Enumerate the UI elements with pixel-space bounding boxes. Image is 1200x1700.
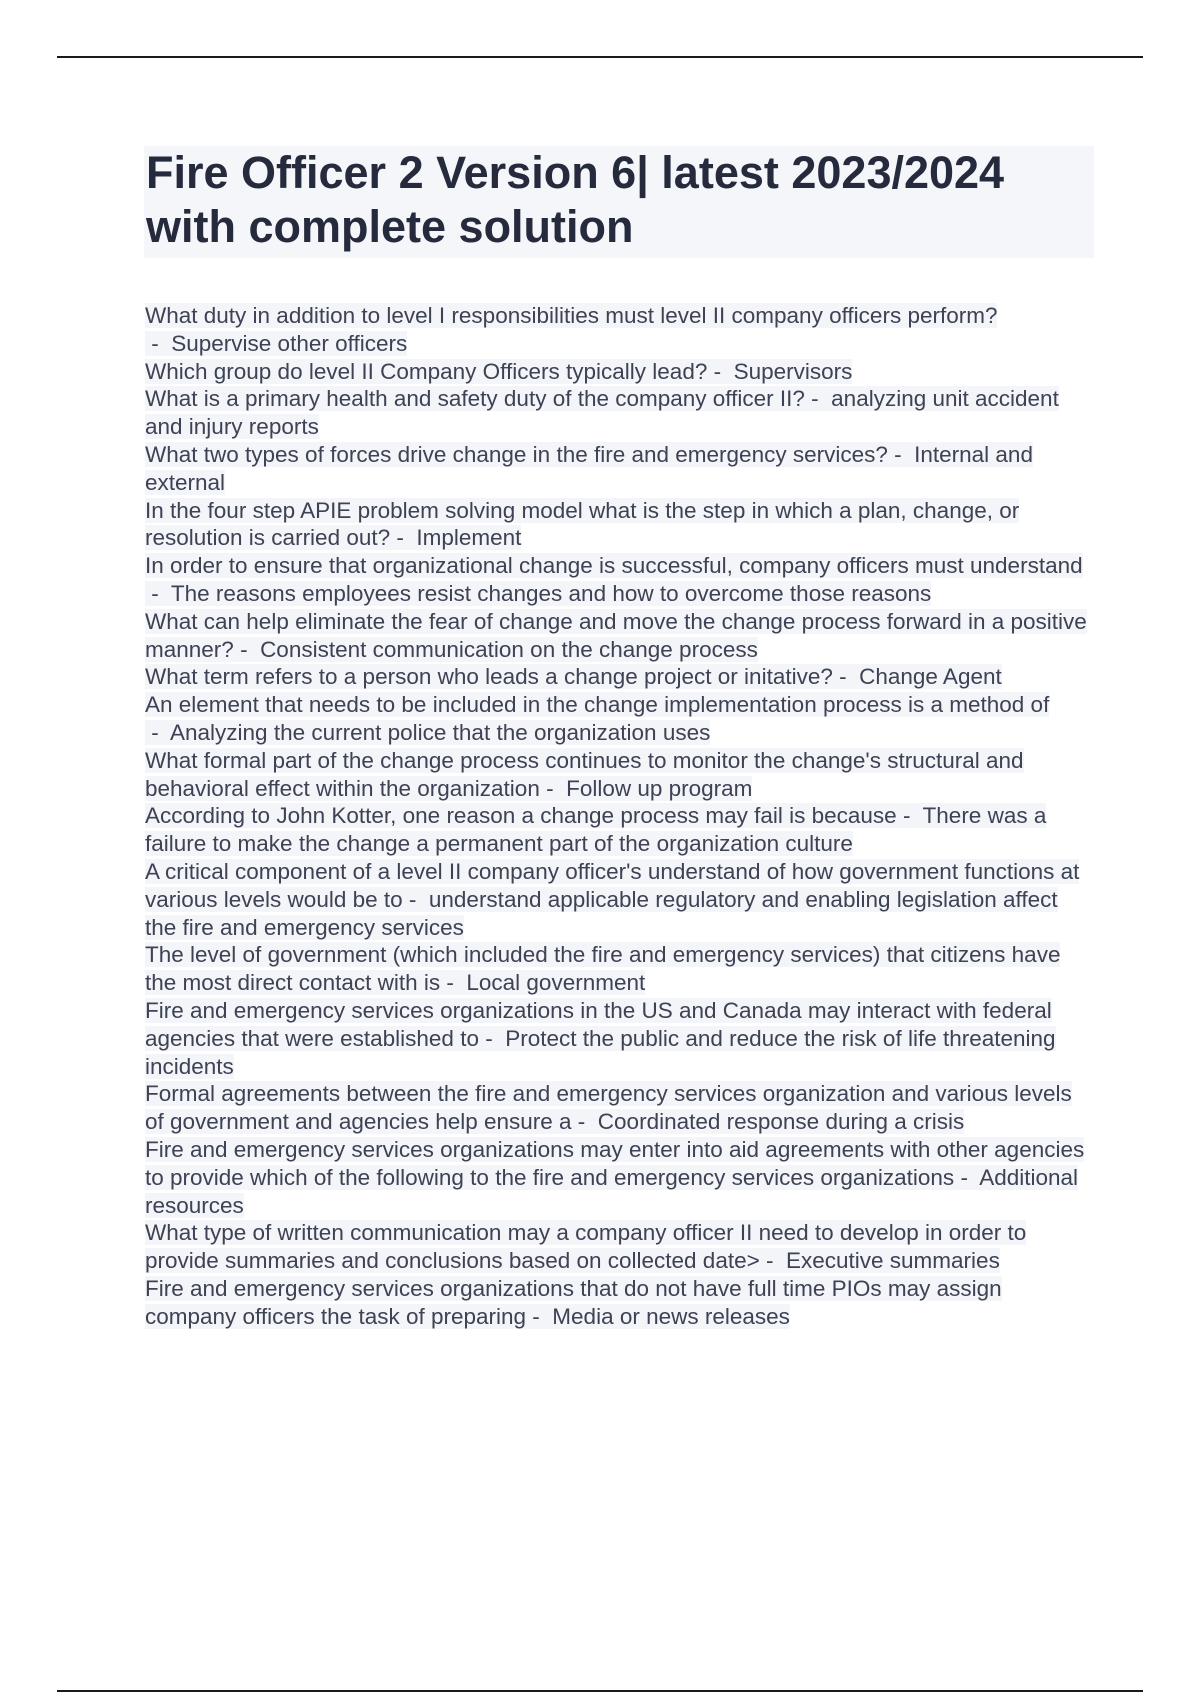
qa-item	[145, 941, 1095, 997]
question-text: Which group do level II Company Officers typically lead?	[145, 358, 708, 384]
qa-item	[145, 552, 1095, 608]
answer-text: Consistent communication on the change process	[260, 636, 758, 662]
question-text: An element that needs to be included in the change implementation process is a method of	[145, 692, 1050, 718]
page-title: Fire Officer 2 Version 6| latest 2023/2024 with complete solution	[146, 147, 1005, 252]
answer-text: Supervisors	[733, 358, 853, 384]
question-text: Fire and emergency services organizations in the US and Canada may interact with federal agencies that were established to	[145, 997, 1052, 1051]
qa-item	[145, 497, 1095, 553]
question-text: The level of government (which included the fire and emergency services) that citizens have the most direct contact with is	[145, 942, 1061, 996]
qa-separator: -	[759, 1248, 786, 1274]
question-text: What can help eliminate the fear of change and move the change process forward in a positive manner?	[145, 608, 1087, 662]
qa-item	[145, 997, 1095, 1080]
question-text: What type of written communication may a company officer II need to develop in order to provide summaries and conclusions based on collected date>	[145, 1220, 1027, 1274]
qa-item	[145, 608, 1095, 664]
qa-separator: -	[954, 1164, 980, 1190]
answer-text: Protect the public and reduce the risk of life threatening incidents	[145, 1025, 1056, 1079]
qa-separator: -	[233, 636, 261, 662]
qa-separator: -	[896, 803, 923, 829]
qa-separator: -	[571, 1109, 598, 1135]
qa-item	[145, 802, 1095, 858]
qa-separator: -	[145, 330, 172, 356]
qa-item	[145, 858, 1095, 941]
qa-separator: -	[832, 664, 860, 690]
question-text: What is a primary health and safety duty of the company officer II?	[145, 386, 805, 412]
qa-item	[145, 441, 1095, 497]
qa-item	[145, 302, 1095, 358]
answer-text: Supervise other officers	[171, 330, 408, 356]
answer-text: Follow up program	[566, 775, 753, 801]
question-text: What two types of forces drive change in the fire and emergency services?	[145, 441, 888, 467]
qa-item	[145, 1136, 1095, 1219]
qa-item	[145, 691, 1095, 747]
question-text: In the four step APIE problem solving model what is the step in which a plan, change, or resolution is carried out?	[145, 497, 1020, 551]
qa-separator: -	[804, 386, 832, 412]
answer-text: Local government	[466, 970, 646, 996]
qa-separator: -	[887, 441, 915, 467]
qa-item	[145, 385, 1095, 441]
answer-text: Analyzing the current police that the organization uses	[170, 719, 711, 745]
qa-separator: -	[707, 358, 734, 384]
question-text: What duty in addition to level I responsibilities must level II company officers perform?	[145, 303, 998, 328]
qa-separator: -	[145, 580, 171, 606]
qa-item	[145, 1275, 1095, 1331]
question-text: Formal agreements between the fire and emergency services organization and various levels of government and agencies help ensure a	[145, 1081, 1072, 1135]
qa-item	[145, 1219, 1095, 1275]
qa-list	[145, 302, 1095, 1330]
qa-item	[145, 358, 1095, 386]
answer-text: Internal and external	[145, 441, 1033, 495]
question-text: What formal part of the change process continues to monitor the change's structural and behavioral effect within the organization	[145, 747, 1024, 801]
qa-separator: -	[402, 886, 429, 912]
answer-text: Coordinated response during a crisis	[597, 1109, 965, 1135]
qa-item	[145, 747, 1095, 803]
question-text: Fire and emergency services organizations may enter into aid agreements with other agencies to provide which of the following to the fire and emergency services organizations	[145, 1136, 1085, 1190]
qa-separator: -	[390, 525, 417, 551]
question-text: A critical component of a level II company officer's understand of how government functions at various levels would be to	[145, 858, 1080, 912]
qa-separator: -	[478, 1025, 506, 1051]
question-text: Fire and emergency services organizations that do not have full time PIOs may assign company officers the task of preparing	[145, 1275, 1002, 1329]
question-text: What term refers to a person who leads a change project or initative?	[145, 664, 833, 690]
qa-separator: -	[526, 1303, 553, 1329]
qa-item	[145, 1080, 1095, 1136]
answer-text: Change Agent	[859, 664, 1002, 690]
qa-item	[145, 663, 1095, 691]
question-text: According to John Kotter, one reason a change process may fail is because	[145, 803, 897, 829]
qa-separator: -	[145, 719, 171, 745]
answer-text: analyzing unit accident and injury reports	[145, 386, 1059, 440]
answer-text: understand applicable regulatory and enabling legislation affect the fire and emergency services	[145, 886, 1058, 940]
answer-text: There was a failure to make the change a permanent part of the organization culture	[145, 803, 1047, 857]
top-rule	[57, 56, 1143, 58]
answer-text: The reasons employees resist changes and how to overcome those reasons	[170, 580, 932, 606]
answer-text: Additional resources	[145, 1164, 1079, 1218]
qa-separator: -	[440, 970, 467, 996]
answer-text: Executive summaries	[786, 1248, 1000, 1274]
title-block	[144, 146, 1094, 258]
answer-text: Implement	[416, 525, 522, 551]
qa-separator: -	[539, 775, 567, 801]
answer-text: Media or news releases	[552, 1303, 790, 1329]
bottom-rule	[57, 1690, 1143, 1692]
question-text: In order to ensure that organizational change is successful, company officers must understand	[145, 553, 1083, 579]
